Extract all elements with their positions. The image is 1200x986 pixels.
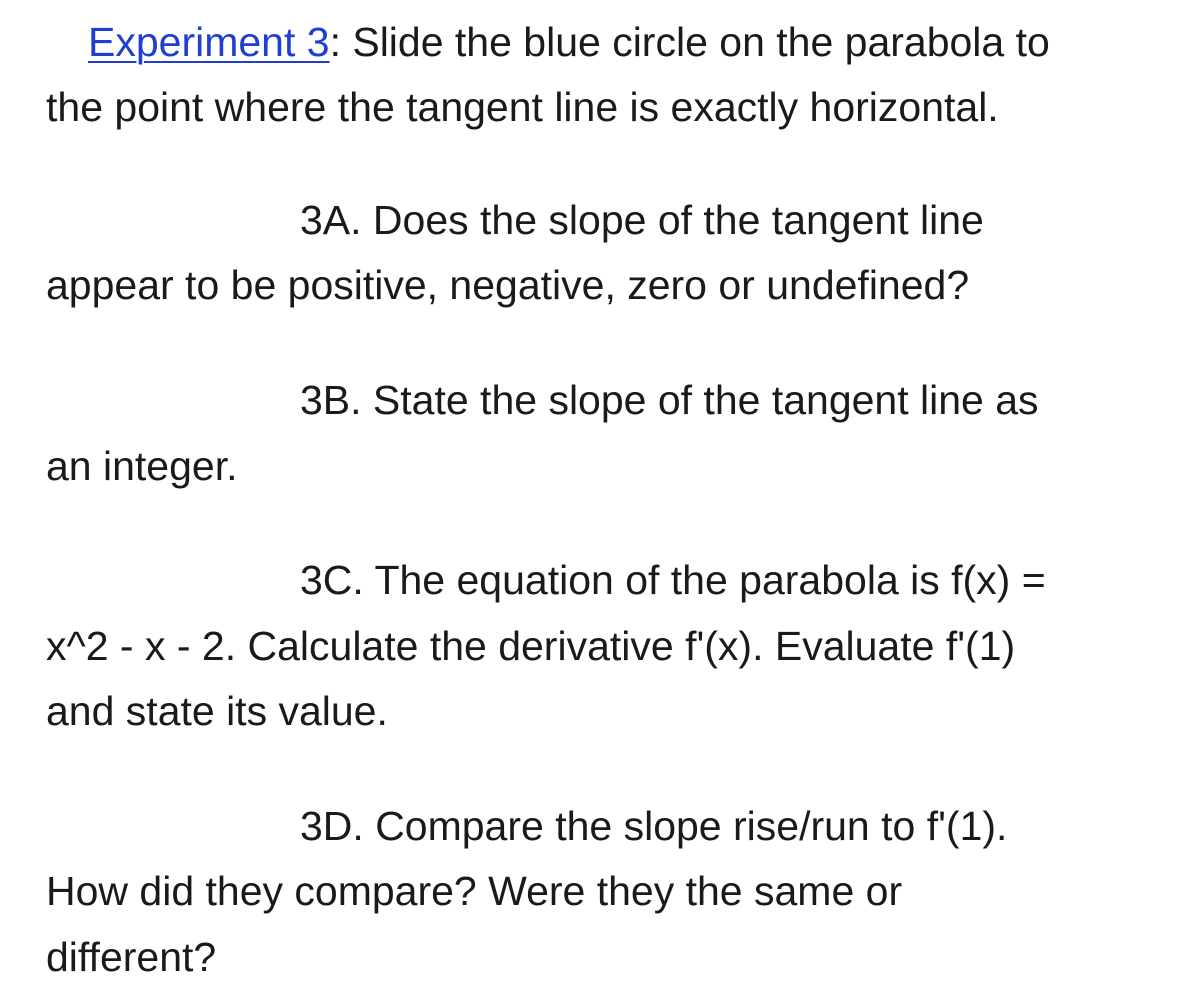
question-3c-line-2: x^2 - x - 2. Calculate the derivative f'(x). Evaluate f'(1): [46, 623, 1016, 669]
experiment-link[interactable]: Experiment 3: [88, 19, 330, 65]
question-3b-line-1: 3B. State the slope of the tangent line as: [300, 377, 1039, 423]
question-3c-line-1: 3C. The equation of the parabola is f(x) =: [300, 557, 1046, 603]
question-3b-line-2: an integer.: [46, 443, 238, 489]
experiment-intro-line-2: the point where the tangent line is exactly horizontal.: [46, 84, 999, 130]
question-3d-line-2: How did they compare? Were they the same or: [46, 868, 903, 914]
question-3a-line-1: 3A. Does the slope of the tangent line: [300, 197, 984, 243]
question-3d-line-1: 3D. Compare the slope rise/run to f'(1).: [300, 803, 1008, 849]
question-3c-line-3: and state its value.: [46, 688, 388, 734]
question-3d-line-3: different?: [46, 934, 217, 980]
experiment-intro-line-1: [88, 19, 1050, 65]
experiment-intro-text: : Slide the blue circle on the parabola to: [329, 19, 1050, 65]
question-3a-line-2: appear to be positive, negative, zero or undefined?: [46, 262, 970, 308]
